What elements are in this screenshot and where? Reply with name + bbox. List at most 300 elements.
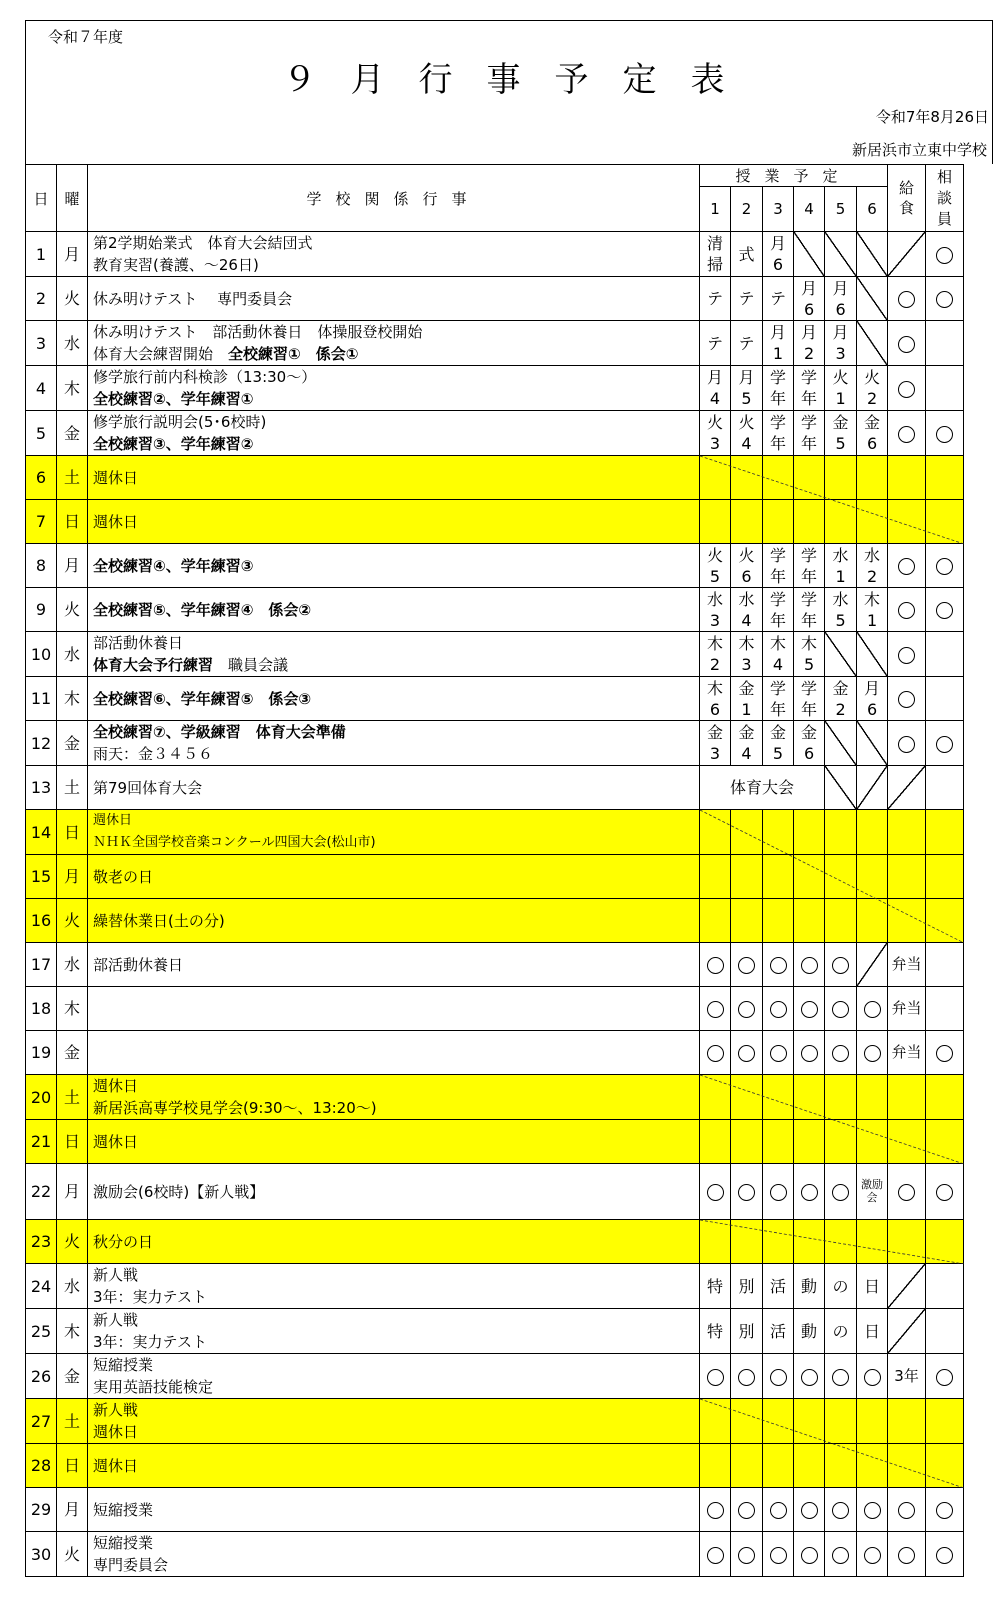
period-cell-6 bbox=[857, 1031, 888, 1075]
circle-mark bbox=[936, 602, 953, 619]
period-cell-6 bbox=[857, 1354, 888, 1399]
events-cell bbox=[88, 1220, 700, 1264]
event-line bbox=[93, 954, 699, 976]
special-activity-cell: 動 bbox=[794, 1309, 825, 1354]
dow-cell: 土 bbox=[57, 766, 88, 810]
circle-mark bbox=[864, 1045, 881, 1062]
period-cell-6 bbox=[857, 232, 888, 277]
dow-cell: 日 bbox=[57, 810, 88, 855]
period-cell-6 bbox=[857, 943, 888, 987]
table-row bbox=[26, 632, 964, 677]
period-cell-5 bbox=[825, 987, 857, 1031]
events-cell bbox=[88, 632, 700, 677]
special-activity-cell: 動 bbox=[794, 1264, 825, 1309]
holiday-diagonal bbox=[700, 1220, 964, 1264]
period-cell-4: 学年 bbox=[794, 677, 825, 721]
events-cell bbox=[88, 321, 700, 366]
circle-mark bbox=[801, 1369, 818, 1386]
events-cell bbox=[88, 1444, 700, 1488]
circle-mark bbox=[707, 1547, 724, 1564]
events-cell bbox=[88, 366, 700, 411]
day-cell: 3 bbox=[26, 321, 57, 366]
period-header-5: 5 bbox=[825, 187, 857, 232]
events-cell bbox=[88, 987, 700, 1031]
event-span-cell: 体育大会 bbox=[700, 766, 825, 810]
events-cell bbox=[88, 500, 700, 544]
school-name: 新居浜市立東中学校 bbox=[851, 141, 987, 159]
counselor-cell bbox=[926, 632, 964, 677]
circle-mark bbox=[801, 1502, 818, 1519]
event-text: 週休日 bbox=[93, 1423, 139, 1441]
lunch-cell bbox=[888, 1488, 926, 1532]
event-text: 体育大会練習開始 bbox=[93, 345, 229, 363]
period-cell-4: 月2 bbox=[794, 321, 825, 366]
circle-mark bbox=[898, 291, 915, 308]
period-cell-3: 学年 bbox=[763, 366, 794, 411]
day-cell: 21 bbox=[26, 1120, 57, 1164]
event-line bbox=[93, 1075, 699, 1097]
period-cell-2: 月5 bbox=[731, 366, 763, 411]
col-header-periods: 授業予定 bbox=[700, 165, 888, 187]
event-line bbox=[93, 1421, 699, 1443]
period-cell-5 bbox=[825, 632, 857, 677]
special-activity-cell: 活 bbox=[763, 1264, 794, 1309]
circle-mark bbox=[738, 1547, 755, 1564]
lunch-cell bbox=[888, 544, 926, 588]
day-cell: 7 bbox=[26, 500, 57, 544]
circle-mark bbox=[707, 1001, 724, 1018]
event-line bbox=[93, 1181, 699, 1203]
day-cell: 5 bbox=[26, 411, 57, 456]
period-cell-5 bbox=[825, 943, 857, 987]
table-row bbox=[26, 544, 964, 588]
events-cell bbox=[88, 1031, 700, 1075]
events-cell bbox=[88, 943, 700, 987]
period-header-3: 3 bbox=[763, 187, 794, 232]
event-text: 部活動休養日 bbox=[93, 634, 184, 652]
period-cell-5: 水5 bbox=[825, 588, 857, 632]
period-header-2: 2 bbox=[731, 187, 763, 232]
dow-cell: 木 bbox=[57, 677, 88, 721]
day-cell: 15 bbox=[26, 855, 57, 899]
event-line bbox=[93, 433, 699, 455]
circle-mark bbox=[936, 291, 953, 308]
period-cell-1: 清掃 bbox=[700, 232, 731, 277]
event-text: 職員会議 bbox=[213, 656, 289, 674]
events-cell bbox=[88, 1075, 700, 1120]
dow-cell: 木 bbox=[57, 987, 88, 1031]
circle-mark bbox=[738, 957, 755, 974]
period-header-6: 6 bbox=[857, 187, 888, 232]
period-cell-3 bbox=[763, 1164, 794, 1220]
dow-cell: 土 bbox=[57, 456, 88, 500]
events-cell bbox=[88, 1120, 700, 1164]
dow-cell: 土 bbox=[57, 1075, 88, 1120]
lunch-cell bbox=[888, 677, 926, 721]
period-cell-2 bbox=[731, 987, 763, 1031]
event-text-bold: 全校練習③、学年練習② bbox=[93, 435, 254, 453]
event-line bbox=[93, 688, 699, 710]
col-header-dow: 曜 bbox=[57, 165, 88, 232]
event-text-bold: 全校練習⑤、学年練習④ 係会② bbox=[93, 600, 312, 619]
period-cell-1: 火5 bbox=[700, 544, 731, 588]
day-cell: 14 bbox=[26, 810, 57, 855]
period-cell-4: 金6 bbox=[794, 721, 825, 766]
counselor-cell bbox=[926, 1532, 964, 1577]
event-text: 週休日 bbox=[93, 1456, 139, 1475]
circle-mark bbox=[898, 1184, 915, 1201]
event-line bbox=[93, 288, 699, 310]
event-line bbox=[93, 366, 699, 388]
lunch-cell bbox=[888, 766, 926, 810]
dow-cell: 金 bbox=[57, 1354, 88, 1399]
day-cell: 22 bbox=[26, 1164, 57, 1220]
dow-cell: 日 bbox=[57, 500, 88, 544]
event-text: 新人戦 bbox=[93, 1311, 139, 1329]
event-text: ＮＨＫ全国学校音楽コンクール四国大会(松山市) bbox=[93, 835, 376, 850]
circle-mark bbox=[936, 1045, 953, 1062]
day-cell: 17 bbox=[26, 943, 57, 987]
counselor-cell bbox=[926, 277, 964, 321]
period-cell-6 bbox=[857, 721, 888, 766]
period-cell-2: 木3 bbox=[731, 632, 763, 677]
period-cell-2 bbox=[731, 1031, 763, 1075]
dow-cell: 金 bbox=[57, 411, 88, 456]
event-text: 秋分の日 bbox=[93, 1232, 154, 1251]
events-cell bbox=[88, 855, 700, 899]
event-text: 休み明けテスト 専門委員会 bbox=[93, 289, 293, 308]
period-cell-3 bbox=[763, 1488, 794, 1532]
period-cell-2: 金4 bbox=[731, 721, 763, 766]
special-activity-cell: 活 bbox=[763, 1309, 794, 1354]
circle-mark bbox=[864, 1369, 881, 1386]
period-cell-3: 学年 bbox=[763, 544, 794, 588]
table-row bbox=[26, 1354, 964, 1399]
diagonal-cell bbox=[857, 766, 888, 810]
circle-mark bbox=[898, 1547, 915, 1564]
event-line bbox=[93, 1097, 699, 1119]
circle-mark bbox=[707, 1045, 724, 1062]
period-cell-1 bbox=[700, 987, 731, 1031]
event-text: 短縮授業 bbox=[93, 1356, 154, 1374]
circle-mark bbox=[832, 1369, 849, 1386]
period-header-4: 4 bbox=[794, 187, 825, 232]
period-cell-3: 木4 bbox=[763, 632, 794, 677]
period-cell-6 bbox=[857, 1488, 888, 1532]
events-cell bbox=[88, 721, 700, 766]
event-text: 3年：実力テスト bbox=[93, 1333, 207, 1351]
counselor-cell bbox=[926, 588, 964, 632]
period-cell-2: テ bbox=[731, 321, 763, 366]
day-cell: 23 bbox=[26, 1220, 57, 1264]
period-cell-3 bbox=[763, 987, 794, 1031]
period-cell-6 bbox=[857, 987, 888, 1031]
event-text: 3年：実力テスト bbox=[93, 1288, 207, 1306]
period-cell-5 bbox=[825, 721, 857, 766]
event-line bbox=[93, 654, 699, 676]
circle-mark bbox=[738, 1001, 755, 1018]
table-row bbox=[26, 1164, 964, 1220]
period-cell-2 bbox=[731, 1488, 763, 1532]
event-line bbox=[93, 467, 699, 489]
period-cell-1: 月4 bbox=[700, 366, 731, 411]
event-text: 週休日 bbox=[93, 512, 139, 531]
period-cell-1 bbox=[700, 1532, 731, 1577]
event-text-bold: 全校練習④、学年練習③ bbox=[93, 556, 254, 575]
event-line bbox=[93, 1309, 699, 1331]
event-line bbox=[93, 343, 699, 365]
day-cell: 9 bbox=[26, 588, 57, 632]
circle-mark bbox=[832, 1045, 849, 1062]
holiday-diagonal bbox=[700, 1075, 964, 1164]
lunch-cell bbox=[888, 1264, 926, 1309]
circle-mark bbox=[738, 1502, 755, 1519]
event-line bbox=[93, 599, 699, 621]
event-line bbox=[93, 232, 699, 254]
dow-cell: 火 bbox=[57, 1532, 88, 1577]
event-text-bold: 全校練習②、学年練習① bbox=[93, 390, 254, 408]
day-cell: 12 bbox=[26, 721, 57, 766]
table-row bbox=[26, 588, 964, 632]
period-cell-2: 火6 bbox=[731, 544, 763, 588]
period-cell-2: 金1 bbox=[731, 677, 763, 721]
counselor-cell bbox=[926, 321, 964, 366]
lunch-cell bbox=[888, 721, 926, 766]
period-cell-6 bbox=[857, 1532, 888, 1577]
events-cell bbox=[88, 1354, 700, 1399]
circle-mark bbox=[936, 1502, 953, 1519]
period-cell-5: 月6 bbox=[825, 277, 857, 321]
period-cell-3: 月1 bbox=[763, 321, 794, 366]
period-cell-4: 学年 bbox=[794, 544, 825, 588]
special-activity-cell: 日 bbox=[857, 1309, 888, 1354]
period-cell-1 bbox=[700, 1488, 731, 1532]
counselor-cell bbox=[926, 1264, 964, 1309]
circle-mark bbox=[936, 736, 953, 753]
event-text: 部活動休養日 bbox=[93, 955, 184, 974]
circle-mark bbox=[898, 602, 915, 619]
circle-mark bbox=[898, 1502, 915, 1519]
circle-mark bbox=[864, 1001, 881, 1018]
period-cell-6 bbox=[857, 277, 888, 321]
period-cell-4: 学年 bbox=[794, 366, 825, 411]
period-cell-5: 水1 bbox=[825, 544, 857, 588]
event-line bbox=[93, 721, 699, 743]
table-row bbox=[26, 1031, 964, 1075]
dow-cell: 月 bbox=[57, 544, 88, 588]
event-line bbox=[93, 1399, 699, 1421]
circle-mark bbox=[936, 1547, 953, 1564]
day-cell: 28 bbox=[26, 1444, 57, 1488]
period-cell-6 bbox=[857, 321, 888, 366]
counselor-cell bbox=[926, 366, 964, 411]
period-cell-4 bbox=[794, 1532, 825, 1577]
period-cell-3: テ bbox=[763, 277, 794, 321]
day-cell: 25 bbox=[26, 1309, 57, 1354]
events-cell bbox=[88, 456, 700, 500]
period-cell-5: 火1 bbox=[825, 366, 857, 411]
circle-mark bbox=[832, 1001, 849, 1018]
event-text: 専門委員会 bbox=[93, 1556, 169, 1574]
counselor-cell bbox=[926, 1031, 964, 1075]
counselor-cell bbox=[926, 1354, 964, 1399]
day-cell: 10 bbox=[26, 632, 57, 677]
lunch-cell bbox=[888, 588, 926, 632]
dow-cell: 月 bbox=[57, 855, 88, 899]
events-cell bbox=[88, 766, 700, 810]
special-activity-cell: 特 bbox=[700, 1309, 731, 1354]
table-row bbox=[26, 1309, 964, 1354]
period-cell-6: 水2 bbox=[857, 544, 888, 588]
circle-mark bbox=[898, 558, 915, 575]
lunch-cell bbox=[888, 411, 926, 456]
lunch-cell: 弁当 bbox=[888, 1031, 926, 1075]
lunch-cell: 3年 bbox=[888, 1354, 926, 1399]
period-cell-4: 学年 bbox=[794, 588, 825, 632]
counselor-cell bbox=[926, 1488, 964, 1532]
era-label: 令和７年度 bbox=[48, 28, 124, 46]
day-cell: 11 bbox=[26, 677, 57, 721]
counselor-cell bbox=[926, 721, 964, 766]
table-row bbox=[26, 321, 964, 366]
circle-mark bbox=[801, 1184, 818, 1201]
event-text: 短縮授業 bbox=[93, 1534, 154, 1552]
event-line bbox=[93, 632, 699, 654]
dow-cell: 金 bbox=[57, 721, 88, 766]
period-cell-5 bbox=[825, 1164, 857, 1220]
period-cell-5: 月3 bbox=[825, 321, 857, 366]
day-cell: 30 bbox=[26, 1532, 57, 1577]
lunch-cell bbox=[888, 1532, 926, 1577]
events-cell bbox=[88, 899, 700, 943]
circle-mark bbox=[832, 1547, 849, 1564]
events-cell bbox=[88, 677, 700, 721]
dow-cell: 日 bbox=[57, 1120, 88, 1164]
events-cell bbox=[88, 1264, 700, 1309]
period-cell-1 bbox=[700, 1031, 731, 1075]
event-text: 週休日 bbox=[93, 468, 139, 487]
circle-mark bbox=[801, 1547, 818, 1564]
counselor-cell bbox=[926, 544, 964, 588]
dow-cell: 水 bbox=[57, 632, 88, 677]
event-line bbox=[93, 743, 699, 765]
dow-cell: 火 bbox=[57, 588, 88, 632]
dow-cell: 水 bbox=[57, 321, 88, 366]
lunch-cell bbox=[888, 232, 926, 277]
event-text-bold: 全校練習① 係会① bbox=[228, 345, 359, 363]
events-cell bbox=[88, 277, 700, 321]
events-cell bbox=[88, 1399, 700, 1444]
period-cell-6 bbox=[857, 1164, 888, 1220]
event-text: 休み明けテスト 部活動休養日 体操服登校開始 bbox=[93, 323, 423, 341]
day-cell: 1 bbox=[26, 232, 57, 277]
dow-cell: 日 bbox=[57, 1444, 88, 1488]
circle-mark bbox=[770, 1045, 787, 1062]
event-line bbox=[93, 511, 699, 533]
circle-mark bbox=[801, 1001, 818, 1018]
period-cell-1: 木6 bbox=[700, 677, 731, 721]
table-row bbox=[26, 766, 964, 810]
circle-mark bbox=[801, 1045, 818, 1062]
event-line bbox=[93, 1331, 699, 1353]
circle-mark bbox=[832, 957, 849, 974]
day-cell: 24 bbox=[26, 1264, 57, 1309]
event-text: 短縮授業 bbox=[93, 1500, 154, 1519]
period-cell-4 bbox=[794, 1164, 825, 1220]
counselor-cell bbox=[926, 1164, 964, 1220]
period-cell-4 bbox=[794, 1031, 825, 1075]
dow-cell: 木 bbox=[57, 366, 88, 411]
period-cell-3: 学年 bbox=[763, 677, 794, 721]
day-cell: 6 bbox=[26, 456, 57, 500]
counselor-cell bbox=[926, 987, 964, 1031]
lunch-cell bbox=[888, 1309, 926, 1354]
lunch-cell bbox=[888, 632, 926, 677]
dow-cell: 火 bbox=[57, 277, 88, 321]
col-header-events: 学校関係行事 bbox=[88, 165, 700, 232]
event-text: 激励会(6校時)【新人戦】 bbox=[93, 1182, 265, 1201]
circle-mark bbox=[832, 1502, 849, 1519]
period-cell-1: 金3 bbox=[700, 721, 731, 766]
event-text: 修学旅行説明会(5･6校時) bbox=[93, 413, 267, 431]
circle-mark bbox=[770, 957, 787, 974]
circle-mark bbox=[707, 1502, 724, 1519]
event-line bbox=[93, 1231, 699, 1253]
table-row bbox=[26, 277, 964, 321]
circle-mark bbox=[936, 426, 953, 443]
table-row bbox=[26, 721, 964, 766]
period-cell-5 bbox=[825, 1488, 857, 1532]
period-cell-2: テ bbox=[731, 277, 763, 321]
event-line bbox=[93, 1554, 699, 1576]
period-cell-5 bbox=[825, 1354, 857, 1399]
events-cell bbox=[88, 1309, 700, 1354]
event-text: 週休日 bbox=[93, 1077, 139, 1095]
period-cell-6 bbox=[857, 632, 888, 677]
event-text: 新人戦 bbox=[93, 1401, 139, 1419]
lunch-cell bbox=[888, 277, 926, 321]
event-text: 新居浜高専学校見学会(9:30～、13:20～) bbox=[93, 1099, 377, 1117]
holiday-diagonal bbox=[700, 456, 964, 544]
period-cell-3 bbox=[763, 1354, 794, 1399]
period-cell-2: 式 bbox=[731, 232, 763, 277]
event-line bbox=[93, 1264, 699, 1286]
table-row bbox=[26, 987, 964, 1031]
period-cell-5 bbox=[825, 1532, 857, 1577]
period-cell-6: 木1 bbox=[857, 588, 888, 632]
circle-mark bbox=[898, 426, 915, 443]
dow-cell: 月 bbox=[57, 1164, 88, 1220]
circle-mark bbox=[770, 1369, 787, 1386]
circle-mark bbox=[801, 957, 818, 974]
event-text: 雨天：金３４５６ bbox=[93, 745, 214, 763]
events-cell bbox=[88, 232, 700, 277]
period-cell-4: 月6 bbox=[794, 277, 825, 321]
table-row bbox=[26, 1532, 964, 1577]
period-cell-3 bbox=[763, 943, 794, 987]
dow-cell: 火 bbox=[57, 1220, 88, 1264]
circle-mark bbox=[707, 1184, 724, 1201]
event-text: 繰替休業日(土の分) bbox=[93, 911, 225, 930]
period-cell-4 bbox=[794, 1488, 825, 1532]
period-cell-4 bbox=[794, 943, 825, 987]
period-cell-4: 学年 bbox=[794, 411, 825, 456]
events-cell bbox=[88, 588, 700, 632]
circle-mark bbox=[832, 1184, 849, 1201]
event-text: 週休日 bbox=[93, 813, 133, 828]
period-cell-2: 水4 bbox=[731, 588, 763, 632]
special-activity-cell: 特 bbox=[700, 1264, 731, 1309]
